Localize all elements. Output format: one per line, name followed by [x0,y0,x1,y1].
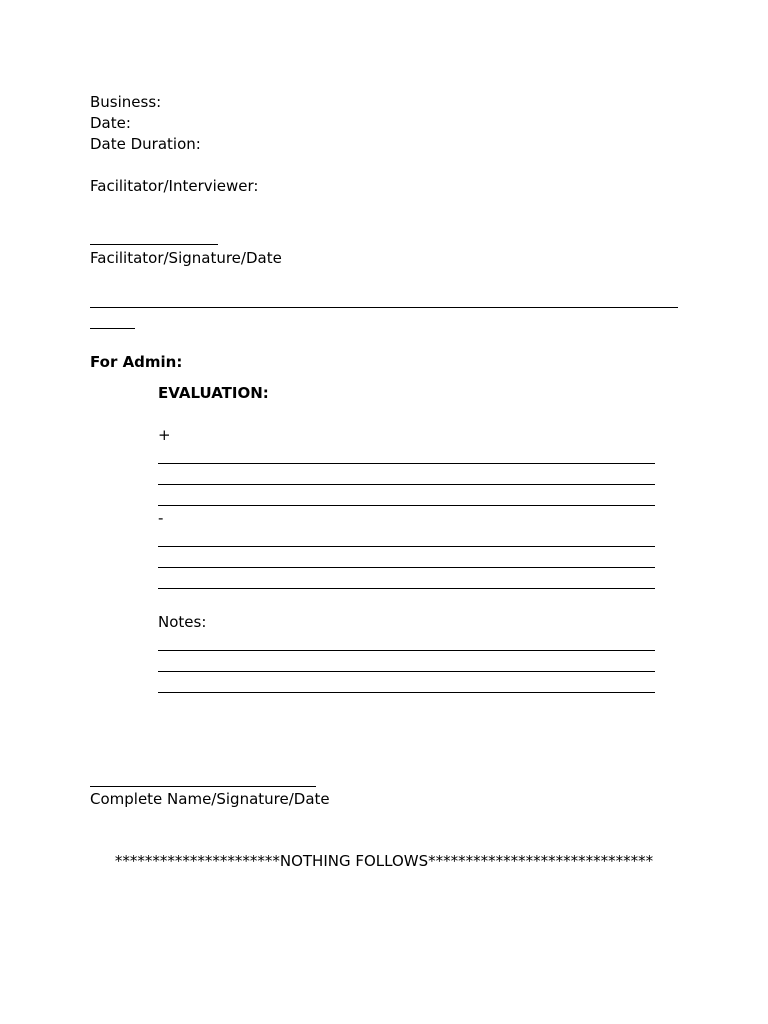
complete-signature-caption: Complete Name/Signature/Date [90,790,330,808]
notes-line-3 [158,692,655,693]
notes-label: Notes: [158,613,207,631]
separator-line-short [90,328,135,329]
plus-label: + [158,426,171,444]
minus-answer-line-3 [158,588,655,589]
plus-answer-line-2 [158,484,655,485]
plus-answer-line-3 [158,505,655,506]
nothing-follows-footer: **********************NOTHING FOLLOWS****************************** [114,852,654,870]
separator-line [90,307,678,308]
date-label: Date: [90,114,131,132]
notes-line-1 [158,650,655,651]
business-label: Business: [90,93,162,111]
minus-label: - [158,509,164,527]
minus-answer-line-1 [158,546,655,547]
facilitator-signature-line [90,244,218,245]
minus-answer-line-2 [158,567,655,568]
complete-signature-line [90,786,316,787]
plus-answer-line-1 [158,463,655,464]
facilitator-interviewer-label: Facilitator/Interviewer: [90,177,259,195]
evaluation-heading: EVALUATION: [158,384,269,402]
date-duration-label: Date Duration: [90,135,201,153]
facilitator-signature-caption: Facilitator/Signature/Date [90,249,282,267]
notes-line-2 [158,671,655,672]
for-admin-heading: For Admin: [90,353,183,371]
